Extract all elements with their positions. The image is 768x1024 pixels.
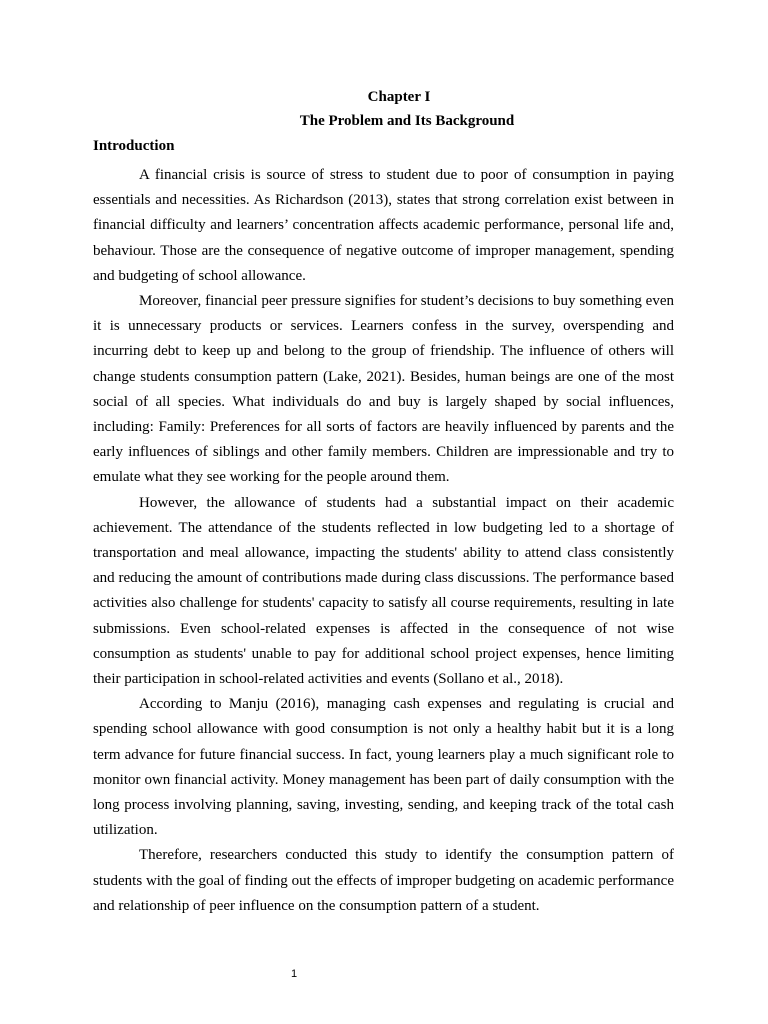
paragraph: Therefore, researchers conducted this study to identify the consumption pattern of students with the goal of finding out the effects of improper budgeting on academic performance and relationship of peer influence on the consumption pattern of a student. xyxy=(93,847,674,914)
paragraph: Moreover, financial peer pressure signifies for student’s decisions to buy something even it is unnecessary products or services. Learners confess in the survey, overspending and incurring debt to keep up and belong to the group of friendship. The influence of others will change students consumption pattern (Lake, 2021). Besides, human beings are one of the most social of all species. What individuals do and buy is largely shaped by social influences, including: Family: Preferences for all sorts of factors are heavily influenced by parents and the early influences of siblings and other family members. Children are impressionable and try to emulate what they see working for the people around them. xyxy=(93,293,674,486)
paragraph: A financial crisis is source of stress to student due to poor of consumption in paying essentials and necessities. As Richardson (2013), states that strong correlation exist between in financial difficulty and learners’ concentration affects academic performance, personal life and, behaviour. Those are the consequence of negative outcome of improper management, spending and budgeting of school allowance. xyxy=(93,167,674,284)
chapter-title: The Problem and Its Background xyxy=(299,113,515,129)
paragraph: However, the allowance of students had a substantial impact on their academic achievement. The attendance of the students reflected in low budgeting led to a shortage of transportation and meal allowance, impacting the students' ability to attend class consistently and reducing the amount of contributions made during class discussions. The performance based activities also challenge for students' capacity to satisfy all course requirements, resulting in late submissions. Even school-related expenses is affected in the consequence of not wise consumption as students' unable to pay for additional school project expenses, hence limiting their participation in school-related activities and events (Sollano et al., 2018). xyxy=(93,494,674,688)
body-text xyxy=(93,163,674,919)
chapter-label: Chapter I xyxy=(367,89,431,105)
paragraph: According to Manju (2016), managing cash expenses and regulating is crucial and spending school allowance with good consumption is not only a healthy habit but it is a long term advance for future financial success. In fact, young learners play a much significant role to monitor own financial activity. Money management has been part of daily consumption with the long process involving planning, saving, investing, sending, and keeping track of the total cash utilization. xyxy=(93,696,674,839)
section-heading-introduction: Introduction xyxy=(93,138,175,154)
page-number: 1 xyxy=(290,968,298,980)
